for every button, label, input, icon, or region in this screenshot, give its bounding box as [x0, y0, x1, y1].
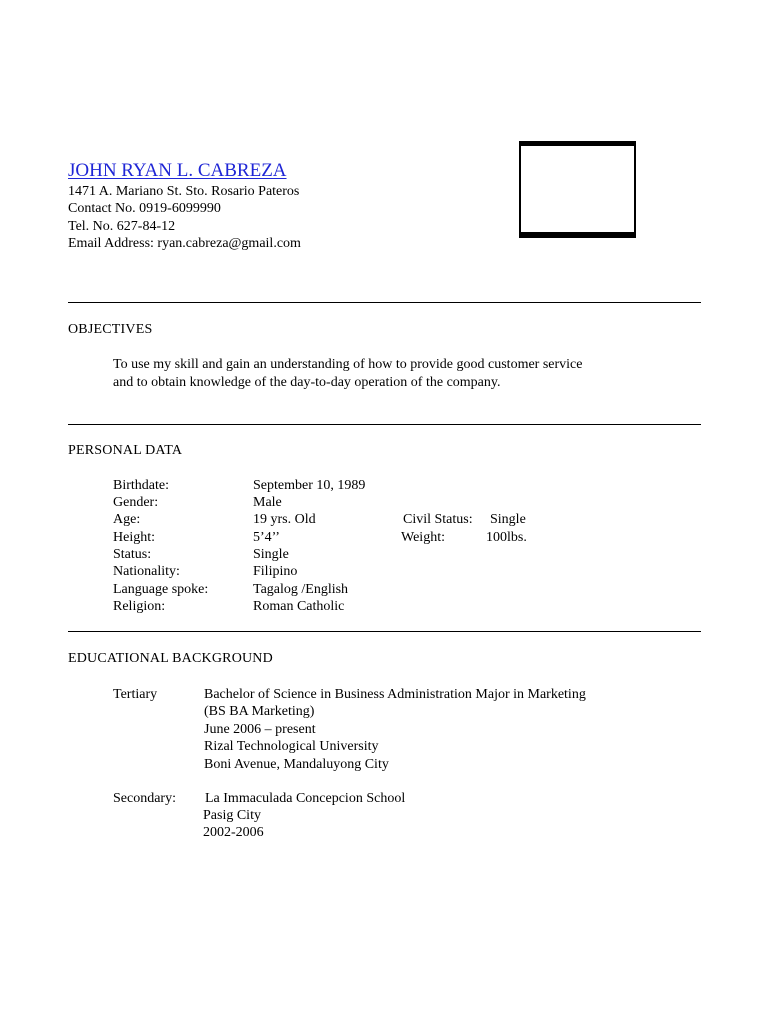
objectives-line: To use my skill and gain an understanding of how to provide good customer service [113, 357, 583, 372]
pd-label: Height: [113, 530, 155, 545]
weight-label: Weight: [401, 530, 445, 545]
secondary-label: Secondary: [113, 791, 176, 806]
pd-value: Roman Catholic [253, 599, 345, 614]
civil-status-value: Single [490, 512, 526, 527]
education-line: June 2006 – present [204, 721, 316, 737]
pd-label: Birthdate: [113, 478, 169, 493]
secondary-details [203, 807, 264, 842]
pd-label: Age: [113, 512, 141, 527]
pd-value: Male [253, 495, 282, 510]
education-line: (BS BA Marketing) [204, 704, 315, 720]
education-line: Pasig City [203, 808, 261, 823]
contact-number-line: Contact No. 0919-6099990 [68, 201, 221, 217]
personal-data-heading: PERSONAL DATA [68, 443, 183, 458]
objectives-text [113, 356, 582, 391]
divider [68, 631, 701, 632]
education-line: Boni Avenue, Mandaluyong City [204, 756, 389, 772]
pd-label: Nationality: [113, 564, 180, 579]
address-line: 1471 A. Mariano St. Sto. Rosario Pateros [68, 184, 300, 199]
pd-value: Tagalog /English [253, 582, 349, 597]
pd-value: 19 yrs. Old [253, 512, 316, 527]
weight-value: 100lbs. [486, 530, 527, 545]
pd-label: Gender: [113, 495, 159, 510]
pd-value: 5’4’’ [253, 530, 280, 545]
pd-label: Status: [113, 547, 152, 562]
civil-status-label: Civil Status: [403, 512, 473, 527]
tertiary-details [204, 686, 586, 773]
education-line: Bachelor of Science in Business Administration Major in Marketing [204, 687, 586, 702]
objectives-heading: OBJECTIVES [68, 322, 153, 337]
pd-value: September 10, 1989 [253, 478, 366, 493]
education-line: 2002-2006 [203, 825, 264, 841]
tertiary-label: Tertiary [113, 687, 158, 702]
education-line: Rizal Technological University [204, 739, 379, 755]
secondary-school: La Immaculada Concepcion School [205, 791, 406, 806]
email-line: Email Address: ryan.cabreza@gmail.com [68, 235, 301, 251]
divider [68, 424, 701, 425]
photo-placeholder [519, 141, 636, 238]
divider [68, 302, 701, 303]
applicant-name: JOHN RYAN L. CABREZA [68, 160, 287, 181]
telephone-line: Tel. No. 627-84-12 [68, 218, 176, 234]
contact-block [68, 183, 301, 252]
pd-label: Language spoke: [113, 582, 209, 597]
pd-value: Filipino [253, 564, 298, 579]
pd-label: Religion: [113, 599, 166, 614]
pd-value: Single [253, 547, 289, 562]
objectives-line: and to obtain knowledge of the day-to-day operation of the company. [113, 374, 501, 390]
education-heading: EDUCATIONAL BACKGROUND [68, 651, 273, 666]
